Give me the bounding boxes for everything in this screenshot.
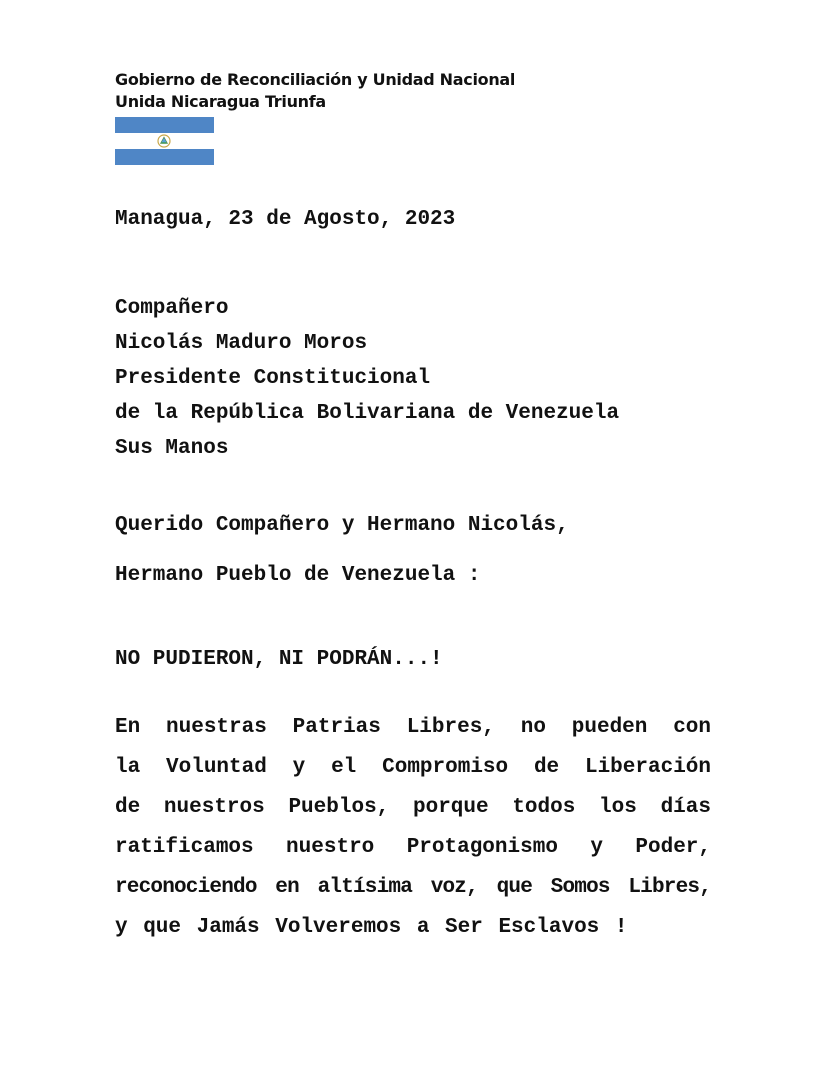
recipient-line: Sus Manos (115, 437, 229, 460)
flag-bottom-stripe (115, 149, 214, 165)
recipient-line: Presidente Constitucional (115, 367, 431, 390)
recipient-line: Nicolás Maduro Moros (115, 332, 368, 355)
coat-of-arms-icon (157, 134, 171, 148)
salutation-line: Hermano Pueblo de Venezuela : (115, 564, 481, 587)
salutation-line: Querido Compañero y Hermano Nicolás, (115, 514, 569, 537)
recipient-line: Compañero (115, 297, 229, 320)
flag-top-stripe (115, 117, 214, 133)
body-line: y que Jamás Volveremos a Ser Esclavos ! (115, 916, 628, 939)
body-line: de nuestros Pueblos, porque todos los días (115, 796, 711, 819)
government-slogan: Unida Nicaragua Triunfa (115, 92, 326, 111)
body-line: reconociendo en altísima voz, que Somos Libres, (115, 876, 711, 899)
body-line: la Voluntad y el Compromiso de Liberación (115, 756, 711, 779)
government-name: Gobierno de Reconciliación y Unidad Nacional (115, 70, 516, 89)
letter-headline: NO PUDIERON, NI PODRÁN...! (115, 648, 443, 671)
nicaragua-flag-icon (115, 117, 214, 165)
recipient-line: de la República Bolivariana de Venezuela (115, 402, 620, 425)
body-line: ratificamos nuestro Protagonismo y Poder, (115, 836, 711, 859)
body-line: En nuestras Patrias Libres, no pueden con (115, 716, 711, 739)
letter-body-paragraph (115, 712, 711, 952)
letter-date: Managua, 23 de Agosto, 2023 (115, 208, 456, 231)
